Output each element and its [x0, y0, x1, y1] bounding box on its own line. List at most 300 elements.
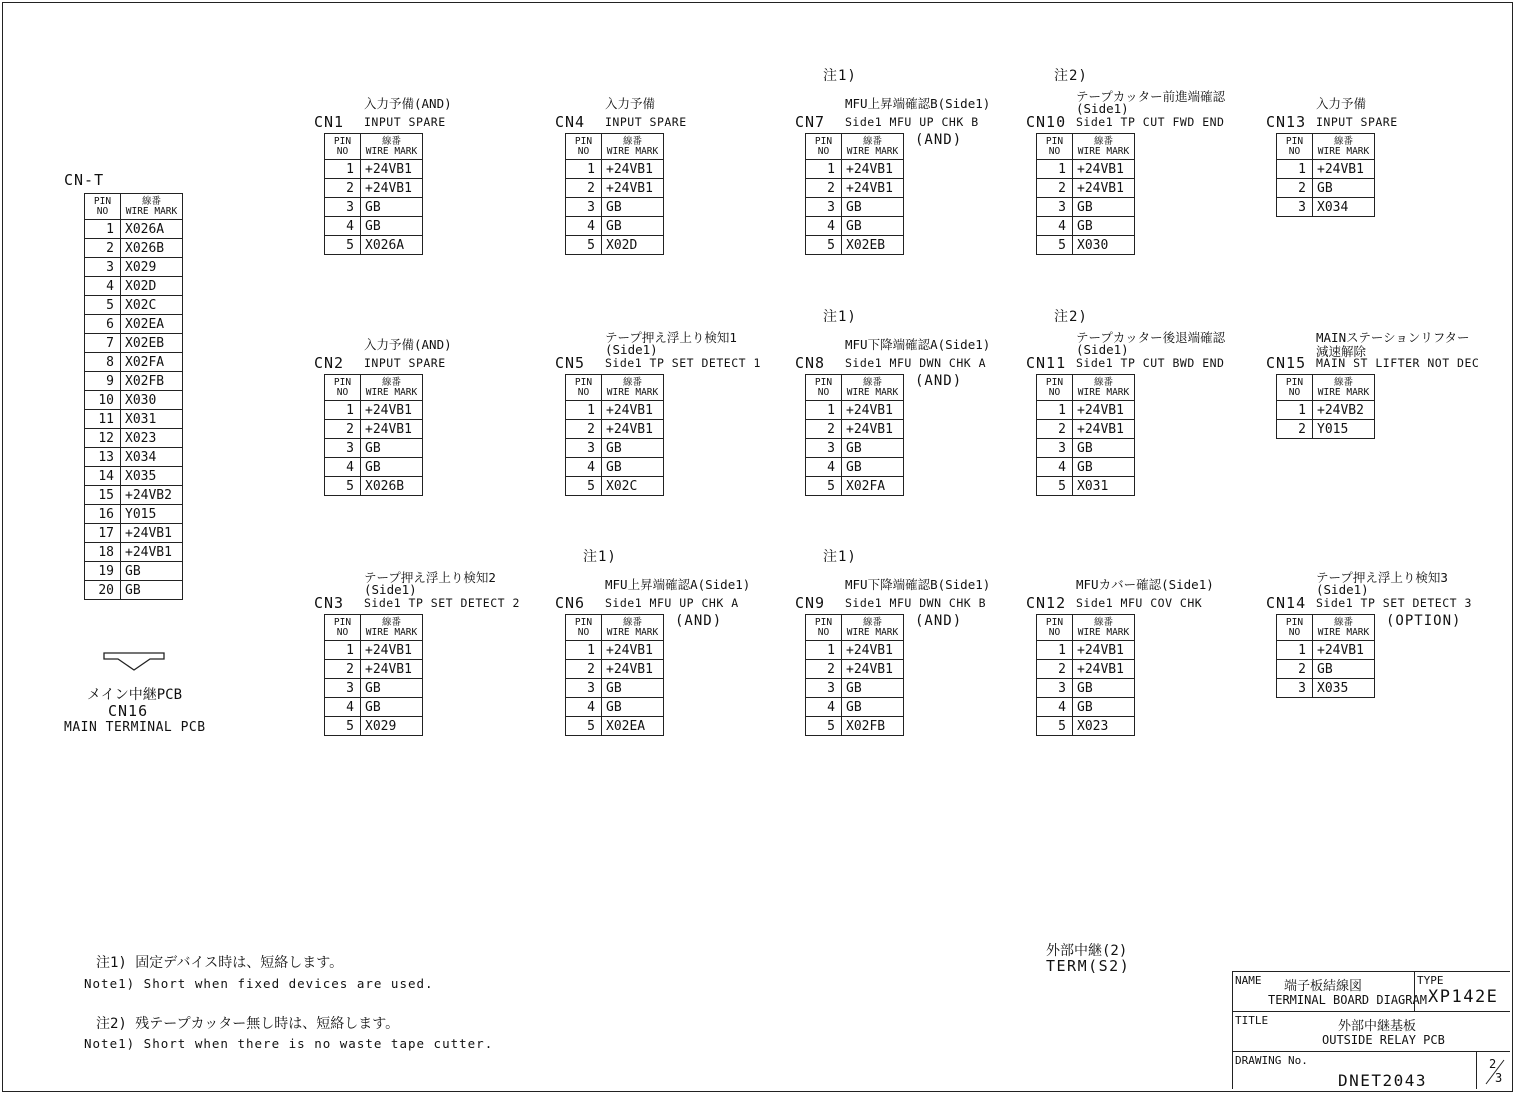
pin-number: 2	[806, 179, 842, 198]
wire-mark: +24VB1	[602, 660, 664, 679]
pin-number: 7	[85, 334, 121, 353]
pin-number: 4	[325, 217, 361, 236]
pin-number: 3	[1037, 439, 1073, 458]
table-row	[85, 220, 183, 239]
cn11-jp2: (Side1)	[1076, 342, 1129, 357]
cn2-table	[324, 374, 423, 496]
cn3-en: Side1 TP SET DETECT 2	[364, 596, 520, 610]
wire-mark: +24VB1	[602, 420, 664, 439]
pin-header: PIN NO	[325, 615, 361, 641]
pin-number: 2	[1277, 420, 1313, 439]
wire-mark: GB	[602, 458, 664, 477]
pin-number: 9	[85, 372, 121, 391]
table-row	[566, 660, 664, 679]
table-row	[806, 679, 904, 698]
table-row	[1037, 698, 1135, 717]
table-row	[1277, 679, 1375, 698]
pin-number: 1	[566, 160, 602, 179]
pin-number: 4	[566, 458, 602, 477]
pin-header: PIN NO	[566, 375, 602, 401]
wire-mark: +24VB1	[1073, 160, 1135, 179]
pin-number: 12	[85, 429, 121, 448]
cn9-table	[805, 614, 904, 736]
pin-header: PIN NO	[1037, 375, 1073, 401]
type-value: XP142E	[1428, 987, 1499, 1007]
table-row	[325, 477, 423, 496]
table-row	[1277, 160, 1375, 179]
cn12-table	[1036, 614, 1135, 736]
pin-number: 2	[325, 179, 361, 198]
table-row	[325, 679, 423, 698]
table-row	[85, 391, 183, 410]
pin-number: 1	[806, 401, 842, 420]
wire-mark: GB	[361, 198, 423, 217]
pin-number: 2	[806, 660, 842, 679]
pin-number: 1	[806, 160, 842, 179]
pin-number: 2	[325, 420, 361, 439]
table-row	[566, 401, 664, 420]
cn11-en: Side1 TP CUT BWD END	[1076, 356, 1225, 370]
cn8-table	[805, 374, 904, 496]
pin-number: 15	[85, 486, 121, 505]
cn7-name: CN7	[795, 113, 826, 131]
pin-header: PIN NO	[325, 375, 361, 401]
wire-mark: GB	[361, 458, 423, 477]
title-block	[1232, 971, 1510, 1089]
table-row	[85, 239, 183, 258]
pin-number: 3	[1277, 198, 1313, 217]
table-row	[1037, 458, 1135, 477]
wire-mark: GB	[361, 439, 423, 458]
pin-header: PIN NO	[85, 194, 121, 220]
cn14-jp2: (Side1)	[1316, 582, 1369, 597]
pin-header: PIN NO	[806, 375, 842, 401]
cn12-name: CN12	[1026, 594, 1067, 612]
table-row	[806, 660, 904, 679]
wire-mark: GB	[842, 217, 904, 236]
table-row	[325, 179, 423, 198]
pin-header: PIN NO	[806, 615, 842, 641]
pin-number: 2	[806, 420, 842, 439]
table-row	[566, 458, 664, 477]
cn9-extra: (AND)	[915, 613, 963, 629]
cn10-jp: テープカッター前進端確認	[1076, 89, 1226, 104]
wire-mark: X02C	[602, 477, 664, 496]
table-row	[806, 217, 904, 236]
wire-mark: X02C	[121, 296, 183, 315]
wire-mark: X031	[121, 410, 183, 429]
wire-mark: X02EA	[602, 717, 664, 736]
cn10-name: CN10	[1026, 113, 1067, 131]
cn15-name: CN15	[1266, 354, 1307, 372]
pin-header: PIN NO	[1277, 375, 1313, 401]
cn14-jp: テープ押え浮上り検知3	[1316, 570, 1448, 585]
cn15-jp2: 減速解除	[1316, 344, 1367, 359]
wire-mark: Y015	[121, 505, 183, 524]
cn10-jp2: (Side1)	[1076, 101, 1129, 116]
table-row	[85, 315, 183, 334]
wire-mark: GB	[1073, 458, 1135, 477]
pin-number: 5	[566, 717, 602, 736]
wire-mark: GB	[842, 679, 904, 698]
wire-header: 線番 WIRE MARK	[602, 375, 664, 401]
wire-mark: +24VB1	[1313, 641, 1375, 660]
note2-jp: 注2) 残テープカッター無し時は、短絡します。	[96, 1016, 400, 1032]
cn11-note: 注2)	[1054, 309, 1088, 325]
wire-mark: +24VB1	[361, 420, 423, 439]
table-row	[85, 448, 183, 467]
wire-mark: +24VB1	[602, 401, 664, 420]
pin-number: 4	[806, 698, 842, 717]
pin-number: 1	[1037, 160, 1073, 179]
pin-number: 1	[1037, 401, 1073, 420]
table-row	[566, 717, 664, 736]
table-row	[85, 581, 183, 600]
cn5-name: CN5	[555, 354, 586, 372]
table-row	[325, 717, 423, 736]
pin-number: 2	[1037, 660, 1073, 679]
table-row	[325, 420, 423, 439]
pin-number: 19	[85, 562, 121, 581]
wire-mark: X02FA	[121, 353, 183, 372]
drawing-label: DRAWING No.	[1235, 1054, 1308, 1067]
pin-header: PIN NO	[566, 134, 602, 160]
wire-mark: X02EA	[121, 315, 183, 334]
pin-number: 1	[1277, 641, 1313, 660]
pin-number: 4	[325, 698, 361, 717]
wire-mark: GB	[602, 198, 664, 217]
cn2-name: CN2	[314, 354, 345, 372]
wire-mark: GB	[842, 458, 904, 477]
main-pcb-jp: メイン中継PCB	[87, 687, 183, 703]
pin-number: 3	[806, 439, 842, 458]
wire-mark: X023	[121, 429, 183, 448]
wire-mark: X030	[1073, 236, 1135, 255]
wire-mark: X02EB	[842, 236, 904, 255]
table-row	[1037, 477, 1135, 496]
name-jp: 端子板結線図	[1284, 979, 1363, 994]
table-row	[325, 439, 423, 458]
cn4-table	[565, 133, 664, 255]
cn8-name: CN8	[795, 354, 826, 372]
cn1-jp: 入力予備(AND)	[364, 96, 452, 111]
wire-header: 線番 WIRE MARK	[842, 375, 904, 401]
table-row	[566, 198, 664, 217]
main-pcb-cn: CN16	[108, 702, 149, 720]
table-row	[325, 160, 423, 179]
cn9-jp: MFU下降端確認B(Side1)	[845, 577, 991, 592]
cn2-jp: 入力予備(AND)	[364, 337, 452, 352]
table-row	[85, 562, 183, 581]
wire-mark: X02FB	[121, 372, 183, 391]
cn-t-label: CN-T	[64, 171, 105, 189]
wire-mark: GB	[1073, 698, 1135, 717]
wire-mark: X02D	[602, 236, 664, 255]
wire-mark: GB	[602, 439, 664, 458]
cn4-name: CN4	[555, 113, 586, 131]
drawing-no: DNET2043	[1338, 1071, 1428, 1090]
cn11-name: CN11	[1026, 354, 1067, 372]
cn13-name: CN13	[1266, 113, 1307, 131]
note2-en: Note1) Short when there is no waste tape cutter.	[84, 1036, 494, 1051]
pin-number: 1	[325, 160, 361, 179]
table-row	[1277, 179, 1375, 198]
sheet-num: 2	[1489, 1057, 1497, 1071]
table-row	[806, 439, 904, 458]
pin-number: 5	[325, 236, 361, 255]
table-row	[1037, 439, 1135, 458]
wire-mark: X023	[1073, 717, 1135, 736]
wire-mark: +24VB1	[842, 641, 904, 660]
pin-number: 1	[1037, 641, 1073, 660]
pin-header: PIN NO	[1277, 615, 1313, 641]
cn11-table	[1036, 374, 1135, 496]
pin-number: 2	[1277, 179, 1313, 198]
cn3-table	[324, 614, 423, 736]
pin-number: 4	[566, 217, 602, 236]
sheet-den: 3	[1495, 1071, 1503, 1085]
wire-header: 線番 WIRE MARK	[361, 134, 423, 160]
main-pcb-en: MAIN TERMINAL PCB	[64, 720, 206, 735]
wire-mark: GB	[602, 679, 664, 698]
title-label: TITLE	[1235, 1014, 1269, 1027]
cn10-table	[1036, 133, 1135, 255]
wire-mark: X034	[1313, 198, 1375, 217]
cn13-en: INPUT SPARE	[1316, 115, 1398, 129]
pin-number: 11	[85, 410, 121, 429]
pin-number: 6	[85, 315, 121, 334]
cn7-table	[805, 133, 904, 255]
pin-number: 2	[1037, 420, 1073, 439]
table-row	[806, 458, 904, 477]
table-row	[325, 641, 423, 660]
table-row	[1037, 198, 1135, 217]
wire-mark: X02EB	[121, 334, 183, 353]
pin-number: 5	[1037, 236, 1073, 255]
cn7-note: 注1)	[823, 68, 857, 84]
wire-header: 線番 WIRE MARK	[602, 615, 664, 641]
pin-number: 3	[325, 679, 361, 698]
table-row	[806, 401, 904, 420]
cn1-name: CN1	[314, 113, 345, 131]
table-row	[1037, 217, 1135, 236]
wire-mark: +24VB1	[842, 420, 904, 439]
table-row	[1037, 717, 1135, 736]
table-row	[1037, 236, 1135, 255]
pin-number: 1	[1277, 401, 1313, 420]
table-row	[325, 401, 423, 420]
wire-mark: +24VB1	[842, 179, 904, 198]
cn10-note: 注2)	[1054, 68, 1088, 84]
note1-jp: 注1) 固定デバイス時は、短絡します。	[96, 955, 344, 971]
cn1-table	[324, 133, 423, 255]
wire-mark: GB	[121, 562, 183, 581]
table-row	[85, 353, 183, 372]
table-row	[325, 458, 423, 477]
table-row	[566, 698, 664, 717]
cn14-en: Side1 TP SET DETECT 3	[1316, 596, 1472, 610]
wire-mark: +24VB2	[1313, 401, 1375, 420]
table-row	[1037, 420, 1135, 439]
table-row	[1037, 679, 1135, 698]
cn14-table	[1276, 614, 1375, 698]
wire-mark: +24VB1	[1073, 641, 1135, 660]
wire-mark: Y015	[1313, 420, 1375, 439]
table-row	[806, 236, 904, 255]
wire-mark: X02FB	[842, 717, 904, 736]
table-row	[806, 698, 904, 717]
table-row	[85, 505, 183, 524]
pin-number: 13	[85, 448, 121, 467]
table-row	[85, 334, 183, 353]
wire-mark: +24VB1	[361, 401, 423, 420]
pin-header: PIN NO	[1037, 615, 1073, 641]
wire-mark: +24VB1	[602, 160, 664, 179]
table-row	[85, 258, 183, 277]
table-row	[85, 467, 183, 486]
wire-header: 線番 WIRE MARK	[361, 615, 423, 641]
pin-number: 10	[85, 391, 121, 410]
wire-mark: +24VB1	[361, 160, 423, 179]
pin-number: 3	[325, 198, 361, 217]
cn8-extra: (AND)	[915, 373, 963, 389]
wire-mark: +24VB1	[842, 160, 904, 179]
wire-mark: GB	[1313, 179, 1375, 198]
wire-mark: GB	[361, 698, 423, 717]
pin-number: 4	[806, 458, 842, 477]
table-row	[85, 372, 183, 391]
pin-number: 3	[566, 439, 602, 458]
table-row	[806, 641, 904, 660]
wire-mark: X026A	[121, 220, 183, 239]
table-row	[566, 439, 664, 458]
wire-mark: X026B	[121, 239, 183, 258]
wire-mark: +24VB1	[1073, 179, 1135, 198]
pin-number: 3	[566, 198, 602, 217]
table-row	[566, 420, 664, 439]
wire-mark: X029	[361, 717, 423, 736]
table-row	[1277, 198, 1375, 217]
wire-mark: GB	[842, 439, 904, 458]
table-row	[85, 296, 183, 315]
cn9-note: 注1)	[823, 549, 857, 565]
cn14-name: CN14	[1266, 594, 1307, 612]
pin-number: 1	[85, 220, 121, 239]
pin-number: 18	[85, 543, 121, 562]
pin-number: 2	[325, 660, 361, 679]
pin-number: 1	[806, 641, 842, 660]
cn6-jp: MFU上昇端確認A(Side1)	[605, 577, 751, 592]
wire-mark: +24VB1	[121, 543, 183, 562]
pin-header: PIN NO	[566, 615, 602, 641]
cn10-en: Side1 TP CUT FWD END	[1076, 115, 1225, 129]
pin-number: 5	[325, 477, 361, 496]
wire-header: 線番 WIRE MARK	[1313, 134, 1375, 160]
wire-mark: GB	[1313, 660, 1375, 679]
pin-header: PIN NO	[325, 134, 361, 160]
pin-number: 5	[806, 477, 842, 496]
table-row	[85, 486, 183, 505]
pin-number: 4	[325, 458, 361, 477]
pin-number: 5	[566, 236, 602, 255]
pin-number: 3	[806, 679, 842, 698]
cn15-jp: MAINステーションリフター	[1316, 330, 1470, 345]
wire-mark: +24VB1	[1313, 160, 1375, 179]
cn13-jp: 入力予備	[1316, 96, 1367, 111]
pin-number: 5	[806, 236, 842, 255]
table-row	[325, 217, 423, 236]
table-row	[1037, 179, 1135, 198]
wire-mark: +24VB2	[121, 486, 183, 505]
note1-en: Note1) Short when fixed devices are used.	[84, 976, 434, 991]
pin-number: 5	[325, 717, 361, 736]
table-row	[806, 477, 904, 496]
pin-number: 5	[1037, 717, 1073, 736]
pin-number: 2	[566, 660, 602, 679]
pin-number: 4	[1037, 698, 1073, 717]
pin-number: 4	[1037, 458, 1073, 477]
table-row	[325, 236, 423, 255]
table-row	[1277, 660, 1375, 679]
cn5-jp: テープ押え浮上り検知1	[605, 330, 737, 345]
pin-number: 2	[1277, 660, 1313, 679]
wire-mark: X026B	[361, 477, 423, 496]
pin-number: 3	[1037, 198, 1073, 217]
table-row	[1037, 660, 1135, 679]
cn11-jp: テープカッター後退端確認	[1076, 330, 1226, 345]
cn7-en: Side1 MFU UP CHK B	[845, 115, 979, 129]
pin-number: 3	[1277, 679, 1313, 698]
pin-number: 4	[85, 277, 121, 296]
down-arrow-icon	[100, 650, 170, 672]
wire-header: 線番 WIRE MARK	[121, 194, 183, 220]
table-row	[1277, 420, 1375, 439]
wire-mark: X026A	[361, 236, 423, 255]
pin-number: 16	[85, 505, 121, 524]
wire-mark: GB	[121, 581, 183, 600]
pin-number: 4	[566, 698, 602, 717]
wire-mark: GB	[361, 217, 423, 236]
table-row	[1277, 641, 1375, 660]
cn3-jp: テープ押え浮上り検知2	[364, 570, 496, 585]
cn6-note: 注1)	[583, 549, 617, 565]
table-row	[806, 160, 904, 179]
table-row	[566, 641, 664, 660]
table-row	[566, 179, 664, 198]
table-row	[85, 524, 183, 543]
table-row	[325, 198, 423, 217]
cn6-name: CN6	[555, 594, 586, 612]
wire-mark: +24VB1	[842, 401, 904, 420]
type-label: TYPE	[1417, 974, 1444, 987]
pin-number: 14	[85, 467, 121, 486]
table-row	[1037, 160, 1135, 179]
pin-number: 4	[1037, 217, 1073, 236]
wire-mark: GB	[842, 698, 904, 717]
pin-number: 1	[566, 641, 602, 660]
wire-header: 線番 WIRE MARK	[361, 375, 423, 401]
cn3-jp2: (Side1)	[364, 582, 417, 597]
table-row	[566, 160, 664, 179]
wire-header: 線番 WIRE MARK	[842, 615, 904, 641]
cn5-en: Side1 TP SET DETECT 1	[605, 356, 761, 370]
cn4-en: INPUT SPARE	[605, 115, 687, 129]
term-en: TERM(S2)	[1046, 957, 1131, 975]
wire-mark: GB	[842, 198, 904, 217]
wire-header: 線番 WIRE MARK	[1313, 375, 1375, 401]
wire-mark: X02FA	[842, 477, 904, 496]
name-label: NAME	[1235, 974, 1262, 987]
